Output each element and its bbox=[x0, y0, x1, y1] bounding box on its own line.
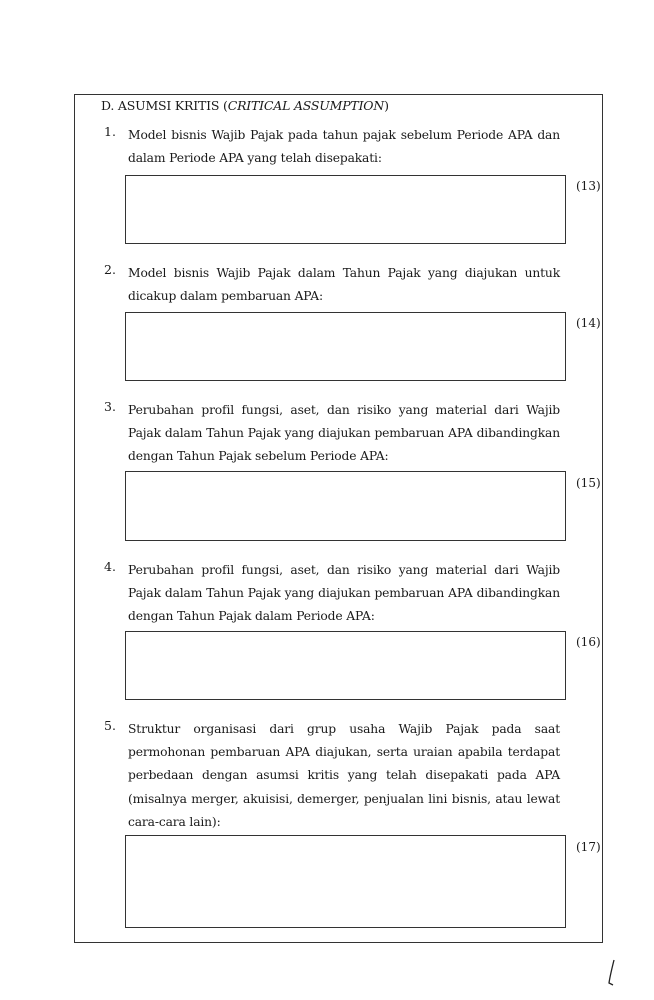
item-text: Struktur organisasi dari grup usaha Wajib Pajak pada saat permohonan pembaruan APA diajukan, serta uraian apabila terdapat perbedaan dengan asumsi kritis yang telah disepakati pada APA (misalnya merger, akuisisi, demerger, penjualan lini bisnis, atau lewat cara-cara lain): bbox=[128, 722, 560, 829]
item-text: Model bisnis Wajib Pajak pada tahun pajak sebelum Periode APA dan dalam Periode APA yang telah disepakati: bbox=[128, 128, 560, 166]
item-number: 3. bbox=[104, 399, 116, 414]
section-heading bbox=[101, 98, 389, 113]
field-code: (17) bbox=[576, 840, 601, 854]
field-code: (13) bbox=[576, 179, 601, 193]
field-code: (15) bbox=[576, 476, 601, 490]
initial-mark bbox=[604, 958, 620, 988]
item-text: Perubahan profil fungsi, aset, dan risiko yang material dari Wajib Pajak dalam Tahun Pajak yang diajukan pembaruan APA dibandingkan dengan Tahun Pajak sebelum Periode APA: bbox=[128, 403, 560, 464]
field-code: (14) bbox=[576, 316, 601, 330]
answer-box-15[interactable] bbox=[125, 471, 566, 541]
item-text: Perubahan profil fungsi, aset, dan risiko yang material dari Wajib Pajak dalam Tahun Pajak yang diajukan pembaruan APA dibandingkan dengan Tahun Pajak dalam Periode APA: bbox=[128, 563, 560, 624]
heading-close: ) bbox=[384, 98, 389, 113]
item-number: 2. bbox=[104, 262, 116, 277]
heading-text: D. ASUMSI KRITIS ( bbox=[101, 98, 228, 113]
field-code: (16) bbox=[576, 635, 601, 649]
heading-italic: CRITICAL ASSUMPTION bbox=[227, 98, 385, 113]
item-text: Model bisnis Wajib Pajak dalam Tahun Pajak yang diajukan untuk dicakup dalam pembaruan APA: bbox=[128, 266, 560, 304]
answer-box-17[interactable] bbox=[125, 835, 566, 928]
answer-box-13[interactable] bbox=[125, 175, 566, 244]
answer-box-14[interactable] bbox=[125, 312, 566, 381]
item-number: 5. bbox=[104, 718, 116, 733]
item-number: 1. bbox=[104, 124, 116, 139]
answer-box-16[interactable] bbox=[125, 631, 566, 700]
item-number: 4. bbox=[104, 559, 116, 574]
